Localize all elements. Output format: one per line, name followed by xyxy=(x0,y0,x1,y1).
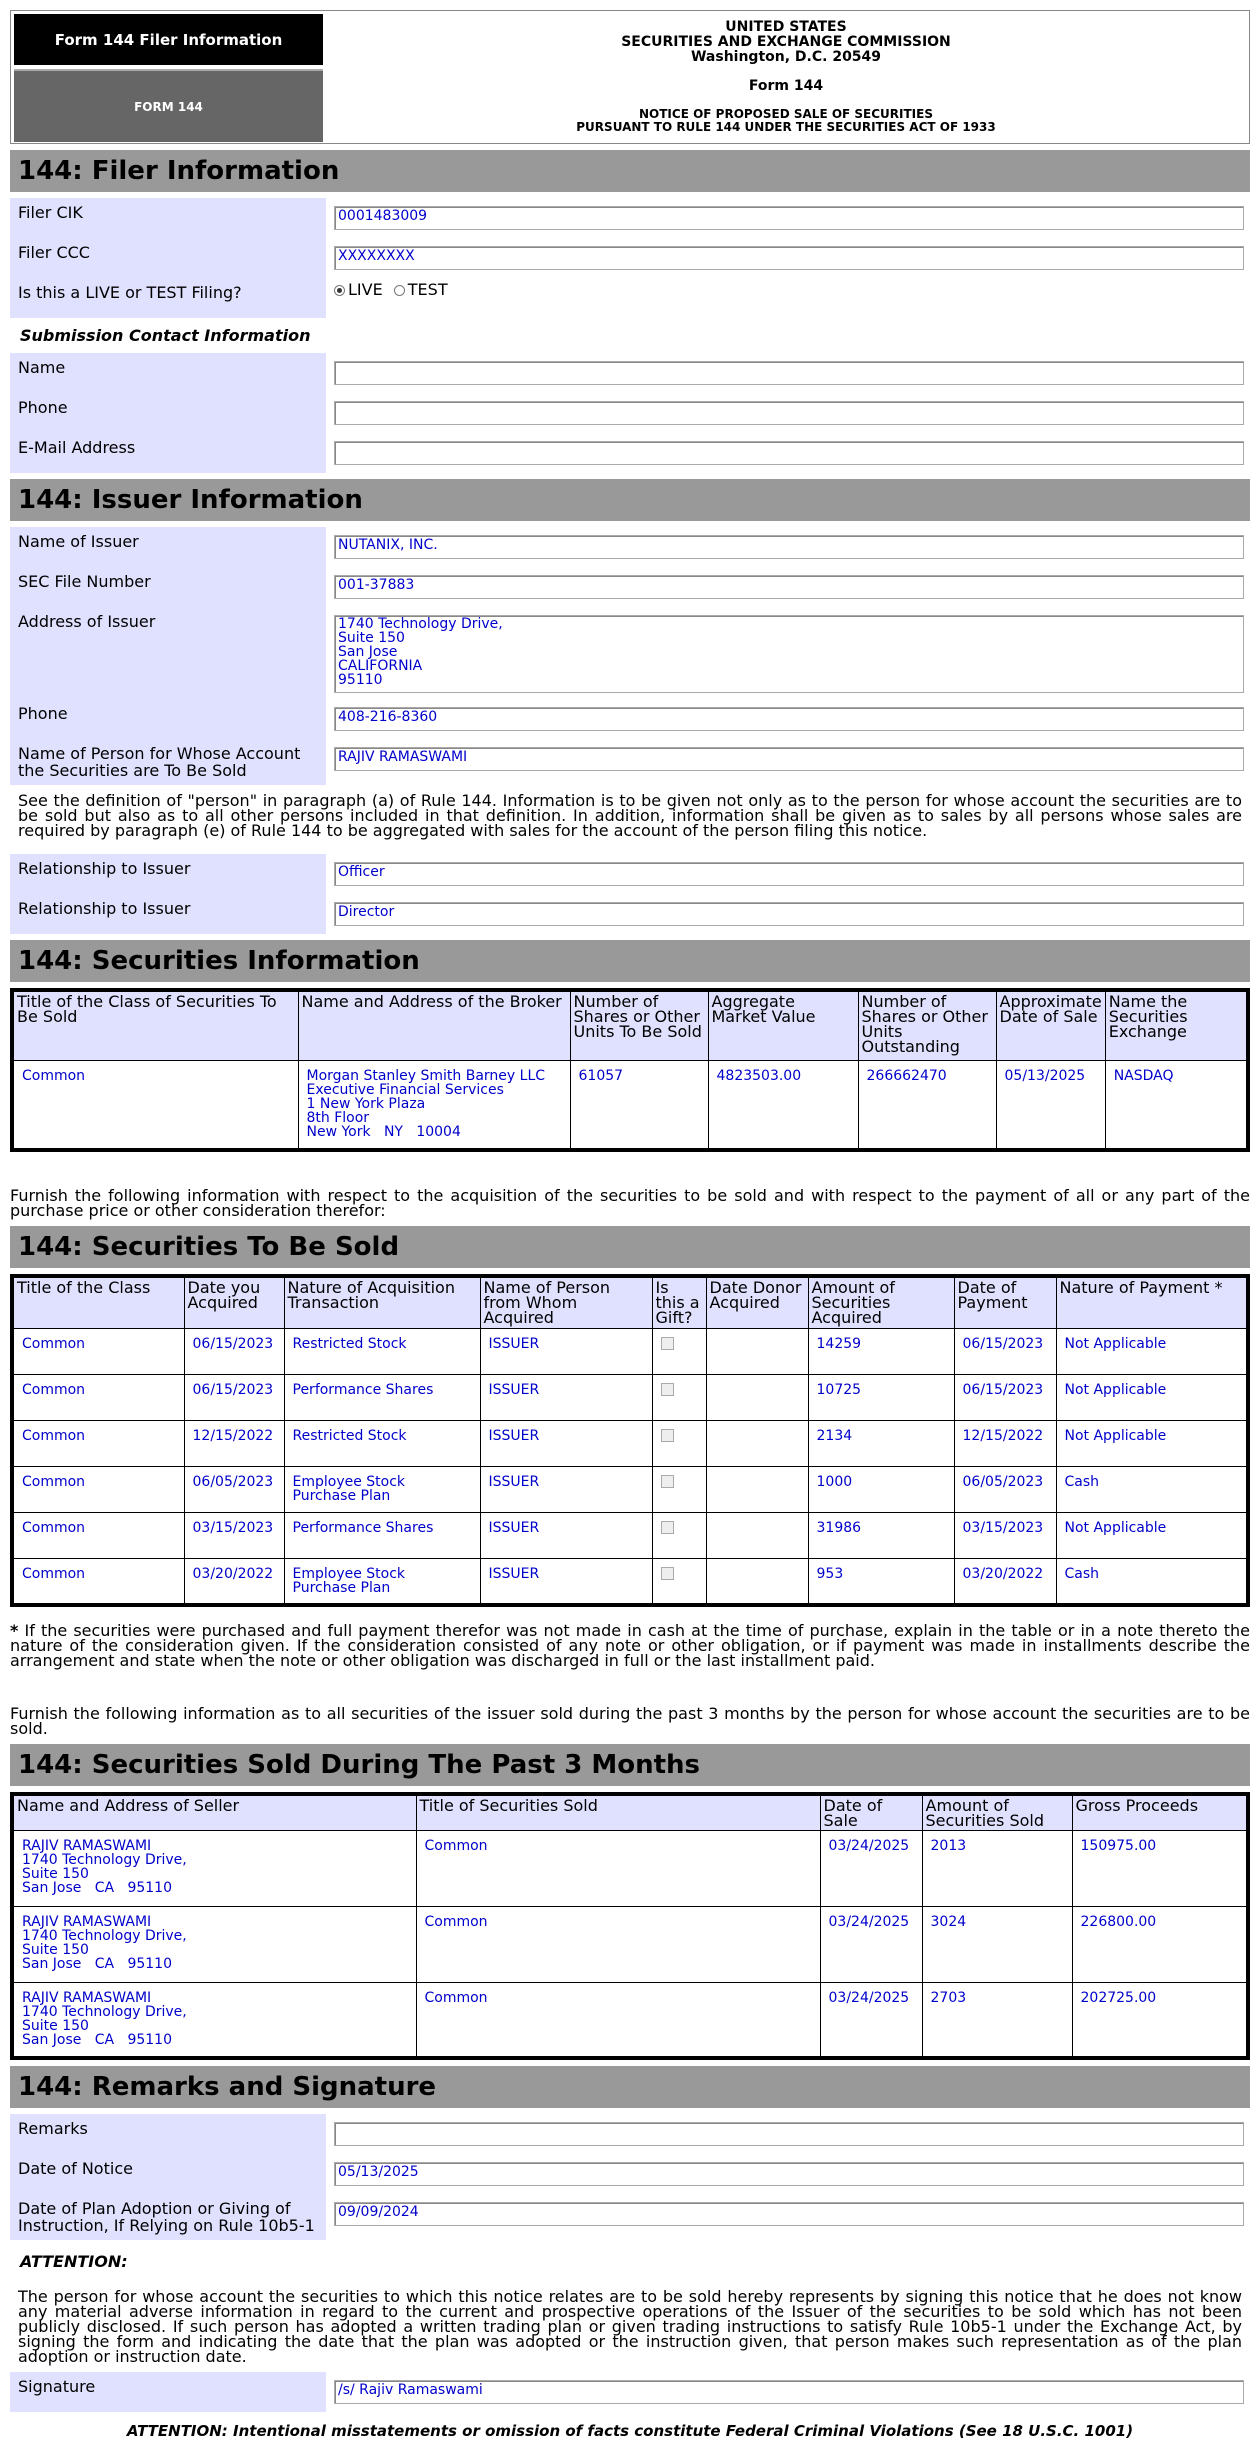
field-label: Date of Notice xyxy=(10,2154,326,2194)
table-cell xyxy=(706,1466,808,1512)
column-header: Date Donor Acquired xyxy=(706,1276,808,1328)
table-cell: 3024 xyxy=(922,1906,1072,1982)
column-header: Number of Shares or Other Units Outstanding xyxy=(858,990,996,1060)
payment-footnote xyxy=(10,1620,1250,1670)
column-header: Name the Securities Exchange xyxy=(1105,990,1248,1060)
table-cell xyxy=(706,1512,808,1558)
table-cell: Common xyxy=(12,1420,184,1466)
field-row-issuer-name xyxy=(10,527,1250,567)
broker-line: 1 New York Plaza xyxy=(306,1095,426,1112)
field-row-remarks xyxy=(10,2114,1250,2154)
table-cell: 150975.00 xyxy=(1072,1830,1248,1906)
seller-line: RAJIV RAMASWAMI xyxy=(22,1989,152,2006)
table-cell xyxy=(706,1420,808,1466)
field-row-plan-adoption xyxy=(10,2194,1250,2240)
gift-cell xyxy=(652,1328,706,1374)
section-title-filer: 144: Filer Information xyxy=(10,150,1250,192)
gift-checkbox[interactable] xyxy=(661,1429,674,1442)
live-label: LIVE xyxy=(348,280,383,299)
contact-phone-field[interactable] xyxy=(334,401,1244,425)
table-cell: ISSUER xyxy=(480,1466,652,1512)
seller-line: San Jose CA 95110 xyxy=(22,2031,172,2048)
field-row-date-of-notice xyxy=(10,2154,1250,2194)
test-label: TEST xyxy=(407,280,448,299)
header-line: SECURITIES AND EXCHANGE COMMISSION xyxy=(621,34,951,50)
seller-line: San Jose CA 95110 xyxy=(22,1955,172,1972)
field-label: Name xyxy=(10,353,326,393)
column-header: Number of Shares or Other Units To Be Sold xyxy=(570,990,708,1060)
table-cell: 10725 xyxy=(808,1374,954,1420)
seller-line: RAJIV RAMASWAMI xyxy=(22,1837,152,1854)
column-header: Title of the Class of Securities To Be Sold xyxy=(12,990,298,1060)
gift-checkbox[interactable] xyxy=(661,1521,674,1534)
table-cell: 06/15/2023 xyxy=(954,1328,1056,1374)
person-definition-text: See the definition of "person" in paragraph (a) of Rule 144. Information is to be given not only as to the person for whose account the securities are to be sold but also as to all other persons included in that definition. In addition, information shall be given as to sales by all persons whose sales are required by paragraph (e) of Rule 144 to be aggregated with sales for the account of the person filing this notice. xyxy=(18,791,1242,840)
field-label: Filer CCC xyxy=(10,238,326,278)
table-cell: Restricted Stock xyxy=(284,1328,480,1374)
header-line: UNITED STATES xyxy=(725,19,847,35)
table-cell: 266662470 xyxy=(858,1060,996,1150)
filer-ccc-field[interactable]: XXXXXXXX xyxy=(334,246,1244,270)
gift-cell xyxy=(652,1374,706,1420)
table-row xyxy=(12,1328,1248,1374)
field-label: SEC File Number xyxy=(10,567,326,607)
broker-line: 8th Floor xyxy=(306,1109,370,1126)
table-cell: 06/15/2023 xyxy=(184,1374,284,1420)
table-cell: Not Applicable xyxy=(1056,1328,1248,1374)
table-row xyxy=(12,1512,1248,1558)
column-header: Name and Address of the Broker xyxy=(298,990,570,1060)
gift-cell xyxy=(652,1512,706,1558)
table-cell: 03/24/2025 xyxy=(820,1906,922,1982)
table-cell: ISSUER xyxy=(480,1328,652,1374)
column-header: Amount of Securities Acquired xyxy=(808,1276,954,1328)
issuer-address-field[interactable] xyxy=(334,615,1244,693)
table-cell: 06/15/2023 xyxy=(954,1374,1056,1420)
table-cell: Common xyxy=(12,1512,184,1558)
field-label: Signature xyxy=(10,2372,326,2412)
address-line: Suite 150 xyxy=(338,630,405,646)
gift-checkbox[interactable] xyxy=(661,1337,674,1350)
field-row-contact-name xyxy=(10,353,1250,393)
securities-info-table xyxy=(10,988,1250,1152)
field-label: Filer CIK xyxy=(10,198,326,238)
table-cell: 31986 xyxy=(808,1512,954,1558)
table-cell: Common xyxy=(416,1906,820,1982)
table-cell: 14259 xyxy=(808,1328,954,1374)
field-row-sec-file xyxy=(10,567,1250,607)
field-label: Phone xyxy=(10,699,326,739)
section-title-to-be-sold: 144: Securities To Be Sold xyxy=(10,1226,1250,1268)
column-header: Title of the Class xyxy=(12,1276,184,1328)
table-cell: Common xyxy=(12,1060,298,1150)
table-cell: NASDAQ xyxy=(1105,1060,1248,1150)
table-cell: Performance Shares xyxy=(284,1512,480,1558)
table-cell: 03/20/2022 xyxy=(184,1558,284,1605)
person-name-field[interactable]: RAJIV RAMASWAMI xyxy=(334,747,1244,771)
tab-form-144[interactable]: FORM 144 xyxy=(14,69,323,142)
section-title-past-3-months: 144: Securities Sold During The Past 3 Months xyxy=(10,1744,1250,1786)
securities-to-be-sold-table xyxy=(10,1274,1250,1607)
table-cell: ISSUER xyxy=(480,1374,652,1420)
table-cell: 06/05/2023 xyxy=(954,1466,1056,1512)
column-header: Date of Payment xyxy=(954,1276,1056,1328)
table-cell: 2703 xyxy=(922,1982,1072,2058)
table-cell: 226800.00 xyxy=(1072,1906,1248,1982)
table-cell: Employee Stock Purchase Plan xyxy=(284,1558,480,1605)
table-cell: 4823503.00 xyxy=(708,1060,858,1150)
table-row xyxy=(12,1906,1248,1982)
table-cell: ISSUER xyxy=(480,1512,652,1558)
field-label: Is this a LIVE or TEST Filing? xyxy=(10,278,326,318)
table-cell: Common xyxy=(12,1374,184,1420)
sec-file-number-field[interactable]: 001-37883 xyxy=(334,575,1244,599)
field-row-issuer-address xyxy=(10,607,1250,699)
gift-cell xyxy=(652,1420,706,1466)
contact-name-field[interactable] xyxy=(334,361,1244,385)
filer-cik-field[interactable]: 0001483009 xyxy=(334,206,1244,230)
attention-heading: ATTENTION: xyxy=(20,2252,128,2271)
table-cell: 06/15/2023 xyxy=(184,1328,284,1374)
form-header xyxy=(10,10,1250,144)
field-row-contact-phone xyxy=(10,393,1250,433)
broker-cell xyxy=(298,1060,570,1150)
table-cell: 1000 xyxy=(808,1466,954,1512)
issuer-name-field[interactable]: NUTANIX, INC. xyxy=(334,535,1244,559)
column-header: Date you Acquired xyxy=(184,1276,284,1328)
field-row-ccc xyxy=(10,238,1250,278)
column-header: Aggregate Market Value xyxy=(708,990,858,1060)
table-cell: Restricted Stock xyxy=(284,1420,480,1466)
table-cell xyxy=(706,1328,808,1374)
seller-line: Suite 150 xyxy=(22,1865,89,1882)
field-row-relationship xyxy=(10,894,1250,934)
live-radio[interactable] xyxy=(334,285,345,296)
section-title-issuer: 144: Issuer Information xyxy=(10,479,1250,521)
seller-line: Suite 150 xyxy=(22,1941,89,1958)
table-cell: Cash xyxy=(1056,1466,1248,1512)
column-header: Name and Address of Seller xyxy=(12,1794,416,1831)
section-title-securities-info: 144: Securities Information xyxy=(10,940,1250,982)
table-cell: 2013 xyxy=(922,1830,1072,1906)
past-sales-table xyxy=(10,1792,1250,2061)
field-label: Relationship to Issuer xyxy=(10,854,326,894)
seller-line: 1740 Technology Drive, xyxy=(22,2003,187,2020)
section-title-remarks: 144: Remarks and Signature xyxy=(10,2066,1250,2108)
issuer-phone-field[interactable]: 408-216-8360 xyxy=(334,707,1244,731)
field-label: Relationship to Issuer xyxy=(10,894,326,934)
table-cell: 03/24/2025 xyxy=(820,1830,922,1906)
column-header: Is this a Gift? xyxy=(652,1276,706,1328)
table-cell: 12/15/2022 xyxy=(184,1420,284,1466)
table-row xyxy=(12,1982,1248,2058)
field-row-live-test xyxy=(10,278,1250,318)
seller-line: 1740 Technology Drive, xyxy=(22,1851,187,1868)
address-line: CALIFORNIA xyxy=(338,658,423,674)
table-cell: Common xyxy=(416,1982,820,2058)
table-cell: 03/15/2023 xyxy=(184,1512,284,1558)
broker-line: Executive Financial Services xyxy=(306,1081,504,1098)
table-cell: 12/15/2022 xyxy=(954,1420,1056,1466)
column-header: Gross Proceeds xyxy=(1072,1794,1248,1831)
seller-line: Suite 150 xyxy=(22,2017,89,2034)
footnote-text: If the securities were purchased and full payment therefor was not made in cash at the time of purchase, explain in the table or in a note thereto the nature of the consideration given. If the consideration consisted of any note or other obligation, or if payment was made in installments describe the arrangement and state when the note or other obligation was discharged in full or the last installment paid. xyxy=(10,1620,1250,1670)
field-row-signature xyxy=(10,2372,1250,2412)
table-cell: Common xyxy=(12,1328,184,1374)
notice-line: PURSUANT TO RULE 144 UNDER THE SECURITIES ACT OF 1933 xyxy=(576,120,996,134)
footnote-star: * xyxy=(10,1620,19,1640)
table-cell: 2134 xyxy=(808,1420,954,1466)
field-row-person xyxy=(10,739,1250,785)
gift-cell xyxy=(652,1558,706,1605)
column-header: Nature of Acquisition Transaction xyxy=(284,1276,480,1328)
table-row xyxy=(12,1374,1248,1420)
header-title-block xyxy=(323,20,1249,134)
field-row-contact-email xyxy=(10,433,1250,473)
table-cell: Not Applicable xyxy=(1056,1374,1248,1420)
table-row xyxy=(12,1830,1248,1906)
criminal-violation-notice: ATTENTION: Intentional misstatements or omission of facts constitute Federal Criminal Violations (See 18 U.S.C. 1001) xyxy=(126,2422,1134,2440)
table-row xyxy=(12,1420,1248,1466)
past-sales-instructions: Furnish the following information as to all securities of the issuer sold during the past 3 months by the person for whose account the securities are to be sold. xyxy=(10,1703,1250,1738)
table-cell: ISSUER xyxy=(480,1558,652,1605)
table-row xyxy=(12,1466,1248,1512)
field-label: Address of Issuer xyxy=(10,607,326,699)
column-header: Date of Sale xyxy=(820,1794,922,1831)
table-cell: Not Applicable xyxy=(1056,1512,1248,1558)
table-row xyxy=(12,1558,1248,1605)
table-cell: Common xyxy=(12,1466,184,1512)
broker-line: New York NY 10004 xyxy=(306,1123,461,1140)
relationship-field[interactable]: Director xyxy=(334,902,1244,926)
table-cell xyxy=(706,1558,808,1605)
table-cell: 953 xyxy=(808,1558,954,1605)
relationship-field[interactable]: Officer xyxy=(334,862,1244,886)
table-cell: 202725.00 xyxy=(1072,1982,1248,2058)
column-header: Amount of Securities Sold xyxy=(922,1794,1072,1831)
gift-checkbox[interactable] xyxy=(661,1383,674,1396)
table-cell: Performance Shares xyxy=(284,1374,480,1420)
column-header: Title of Securities Sold xyxy=(416,1794,820,1831)
table-cell: Employee Stock Purchase Plan xyxy=(284,1466,480,1512)
table-cell: 61057 xyxy=(570,1060,708,1150)
column-header: Nature of Payment * xyxy=(1056,1276,1248,1328)
gift-checkbox[interactable] xyxy=(661,1475,674,1488)
field-row-relationship xyxy=(10,854,1250,894)
form-name: Form 144 xyxy=(748,78,824,94)
table-cell xyxy=(706,1374,808,1420)
address-line: San Jose xyxy=(338,644,398,660)
table-cell: Common xyxy=(12,1558,184,1605)
table-cell: 03/20/2022 xyxy=(954,1558,1056,1605)
notice-line: NOTICE OF PROPOSED SALE OF SECURITIES xyxy=(639,107,933,121)
seller-line: San Jose CA 95110 xyxy=(22,1879,172,1896)
date-of-notice-field[interactable]: 05/13/2025 xyxy=(334,2162,1244,2186)
column-header: Approximate Date of Sale xyxy=(996,990,1105,1060)
field-label: Name of Person for Whose Account the Securities are To Be Sold xyxy=(10,739,326,785)
field-row-cik xyxy=(10,198,1250,238)
signature-field[interactable]: /s/ Rajiv Ramaswami xyxy=(334,2380,1244,2404)
table-cell: 03/24/2025 xyxy=(820,1982,922,2058)
table-cell: 05/13/2025 xyxy=(996,1060,1105,1150)
seller-line: 1740 Technology Drive, xyxy=(22,1927,187,1944)
gift-cell xyxy=(652,1466,706,1512)
seller-cell xyxy=(12,1906,416,1982)
field-label: Name of Issuer xyxy=(10,527,326,567)
field-row-issuer-phone xyxy=(10,699,1250,739)
table-cell: 03/15/2023 xyxy=(954,1512,1056,1558)
table-cell: 06/05/2023 xyxy=(184,1466,284,1512)
broker-line: Morgan Stanley Smith Barney LLC xyxy=(306,1067,546,1084)
header-line: Washington, D.C. 20549 xyxy=(690,49,882,65)
seller-cell xyxy=(12,1830,416,1906)
remarks-field[interactable] xyxy=(334,2122,1244,2146)
table-cell: Common xyxy=(416,1830,820,1906)
acquisition-instructions: Furnish the following information with respect to the acquisition of the securities to be sold and with respect to the payment of all or any part of the purchase price or other consideration therefor: xyxy=(10,1186,1250,1220)
address-line: 95110 xyxy=(338,672,383,688)
field-label: Remarks xyxy=(10,2114,326,2154)
address-line: 1740 Technology Drive, xyxy=(338,616,503,632)
seller-cell xyxy=(12,1982,416,2058)
column-header: Name of Person from Whom Acquired xyxy=(480,1276,652,1328)
table-cell: Not Applicable xyxy=(1056,1420,1248,1466)
seller-line: RAJIV RAMASWAMI xyxy=(22,1913,152,1930)
table-row xyxy=(12,1060,1248,1150)
submission-contact-heading: Submission Contact Information xyxy=(20,326,311,345)
contact-email-field[interactable] xyxy=(334,441,1244,465)
table-cell: Cash xyxy=(1056,1558,1248,1605)
attention-text: The person for whose account the securities to which this notice relates are to be sold hereby represents by signing this notice that he does not know any material adverse information in regard to the current and prospective operations of the Issuer of the securities to be sold which has not been publicly disclosed. If such person has adopted a written trading plan or given trading instructions to satisfy Rule 10b5-1 under the Exchange Act, by signing the form and indicating the date that the plan was adopted or the instruction given, that person makes such representation as of the plan adoption or instruction date. xyxy=(18,2287,1242,2366)
table-cell: ISSUER xyxy=(480,1420,652,1466)
gift-checkbox[interactable] xyxy=(661,1567,674,1580)
field-label: Date of Plan Adoption or Giving of Instruction, If Relying on Rule 10b5-1 xyxy=(10,2194,326,2240)
field-label: E-Mail Address xyxy=(10,433,326,473)
field-label: Phone xyxy=(10,393,326,433)
tab-filer-information[interactable]: Form 144 Filer Information xyxy=(14,14,323,65)
plan-adoption-date-field[interactable]: 09/09/2024 xyxy=(334,2202,1244,2226)
test-radio[interactable] xyxy=(394,285,405,296)
